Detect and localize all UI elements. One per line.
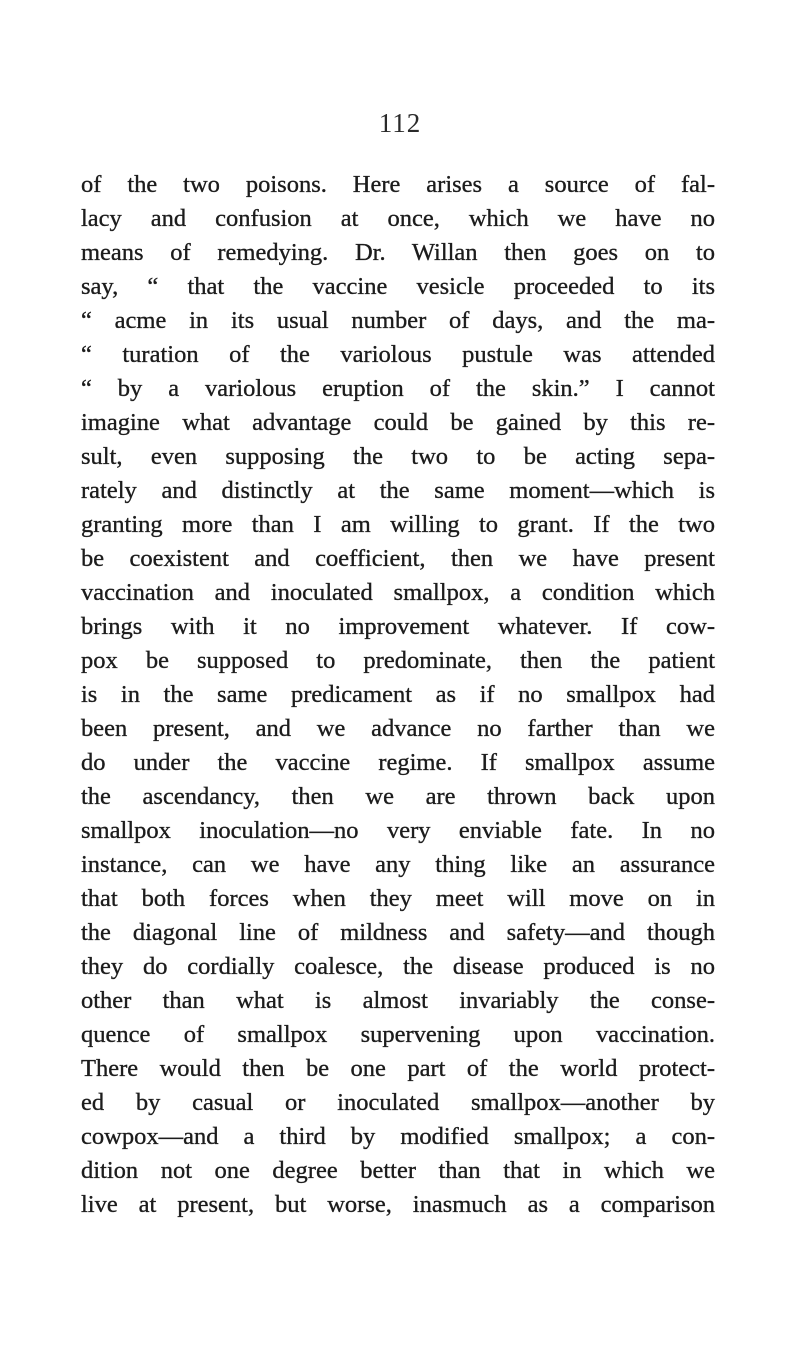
text-line: do under the vaccine regime. If smallpox assume: [81, 749, 715, 776]
text-line: rately and distinctly at the same moment—which is: [81, 477, 715, 504]
text-line: say, “ that the vaccine vesicle proceeded to its: [81, 273, 715, 300]
text-line: “ by a variolous eruption of the skin.” I cannot: [81, 375, 715, 402]
text-line: live at present, but worse, inasmuch as a comparison: [81, 1191, 715, 1218]
text-line: be coexistent and coefficient, then we have present: [81, 545, 715, 572]
body-text: [81, 168, 715, 1222]
text-line: ed by casual or inoculated smallpox—another by: [81, 1089, 715, 1116]
text-line: other than what is almost invariably the conse-: [81, 987, 715, 1014]
text-line: “ turation of the variolous pustule was attended: [81, 341, 715, 368]
text-line: pox be supposed to predominate, then the patient: [81, 647, 715, 674]
text-line: sult, even supposing the two to be acting sepa-: [81, 443, 715, 470]
text-line: they do cordially coalesce, the disease produced is no: [81, 953, 715, 980]
text-line: dition not one degree better than that in which we: [81, 1157, 715, 1184]
text-line: brings with it no improvement whatever. If cow-: [81, 613, 715, 640]
text-line: the ascendancy, then we are thrown back upon: [81, 783, 715, 810]
text-line: been present, and we advance no farther than we: [81, 715, 715, 742]
text-line: imagine what advantage could be gained by this re-: [81, 409, 715, 436]
text-line: granting more than I am willing to grant. If the two: [81, 511, 715, 538]
page-number: 112: [378, 108, 422, 138]
text-line: “ acme in its usual number of days, and the ma-: [81, 307, 715, 334]
text-line: quence of smallpox supervening upon vaccination.: [81, 1021, 715, 1048]
text-line: smallpox inoculation—no very enviable fate. In no: [81, 817, 715, 844]
text-line: means of remedying. Dr. Willan then goes on to: [81, 239, 715, 266]
text-line: of the two poisons. Here arises a source of fal-: [81, 171, 715, 198]
text-line: the diagonal line of mildness and safety—and though: [81, 919, 715, 946]
text-line: vaccination and inoculated smallpox, a condition which: [81, 579, 715, 606]
text-line: There would then be one part of the world protect-: [81, 1055, 715, 1082]
text-line: cowpox—and a third by modified smallpox; a con-: [81, 1123, 715, 1150]
text-line: is in the same predicament as if no smallpox had: [81, 681, 715, 708]
text-line: lacy and confusion at once, which we have no: [81, 205, 715, 232]
text-line: that both forces when they meet will move on in: [81, 885, 715, 912]
text-line: instance, can we have any thing like an assurance: [81, 851, 715, 878]
